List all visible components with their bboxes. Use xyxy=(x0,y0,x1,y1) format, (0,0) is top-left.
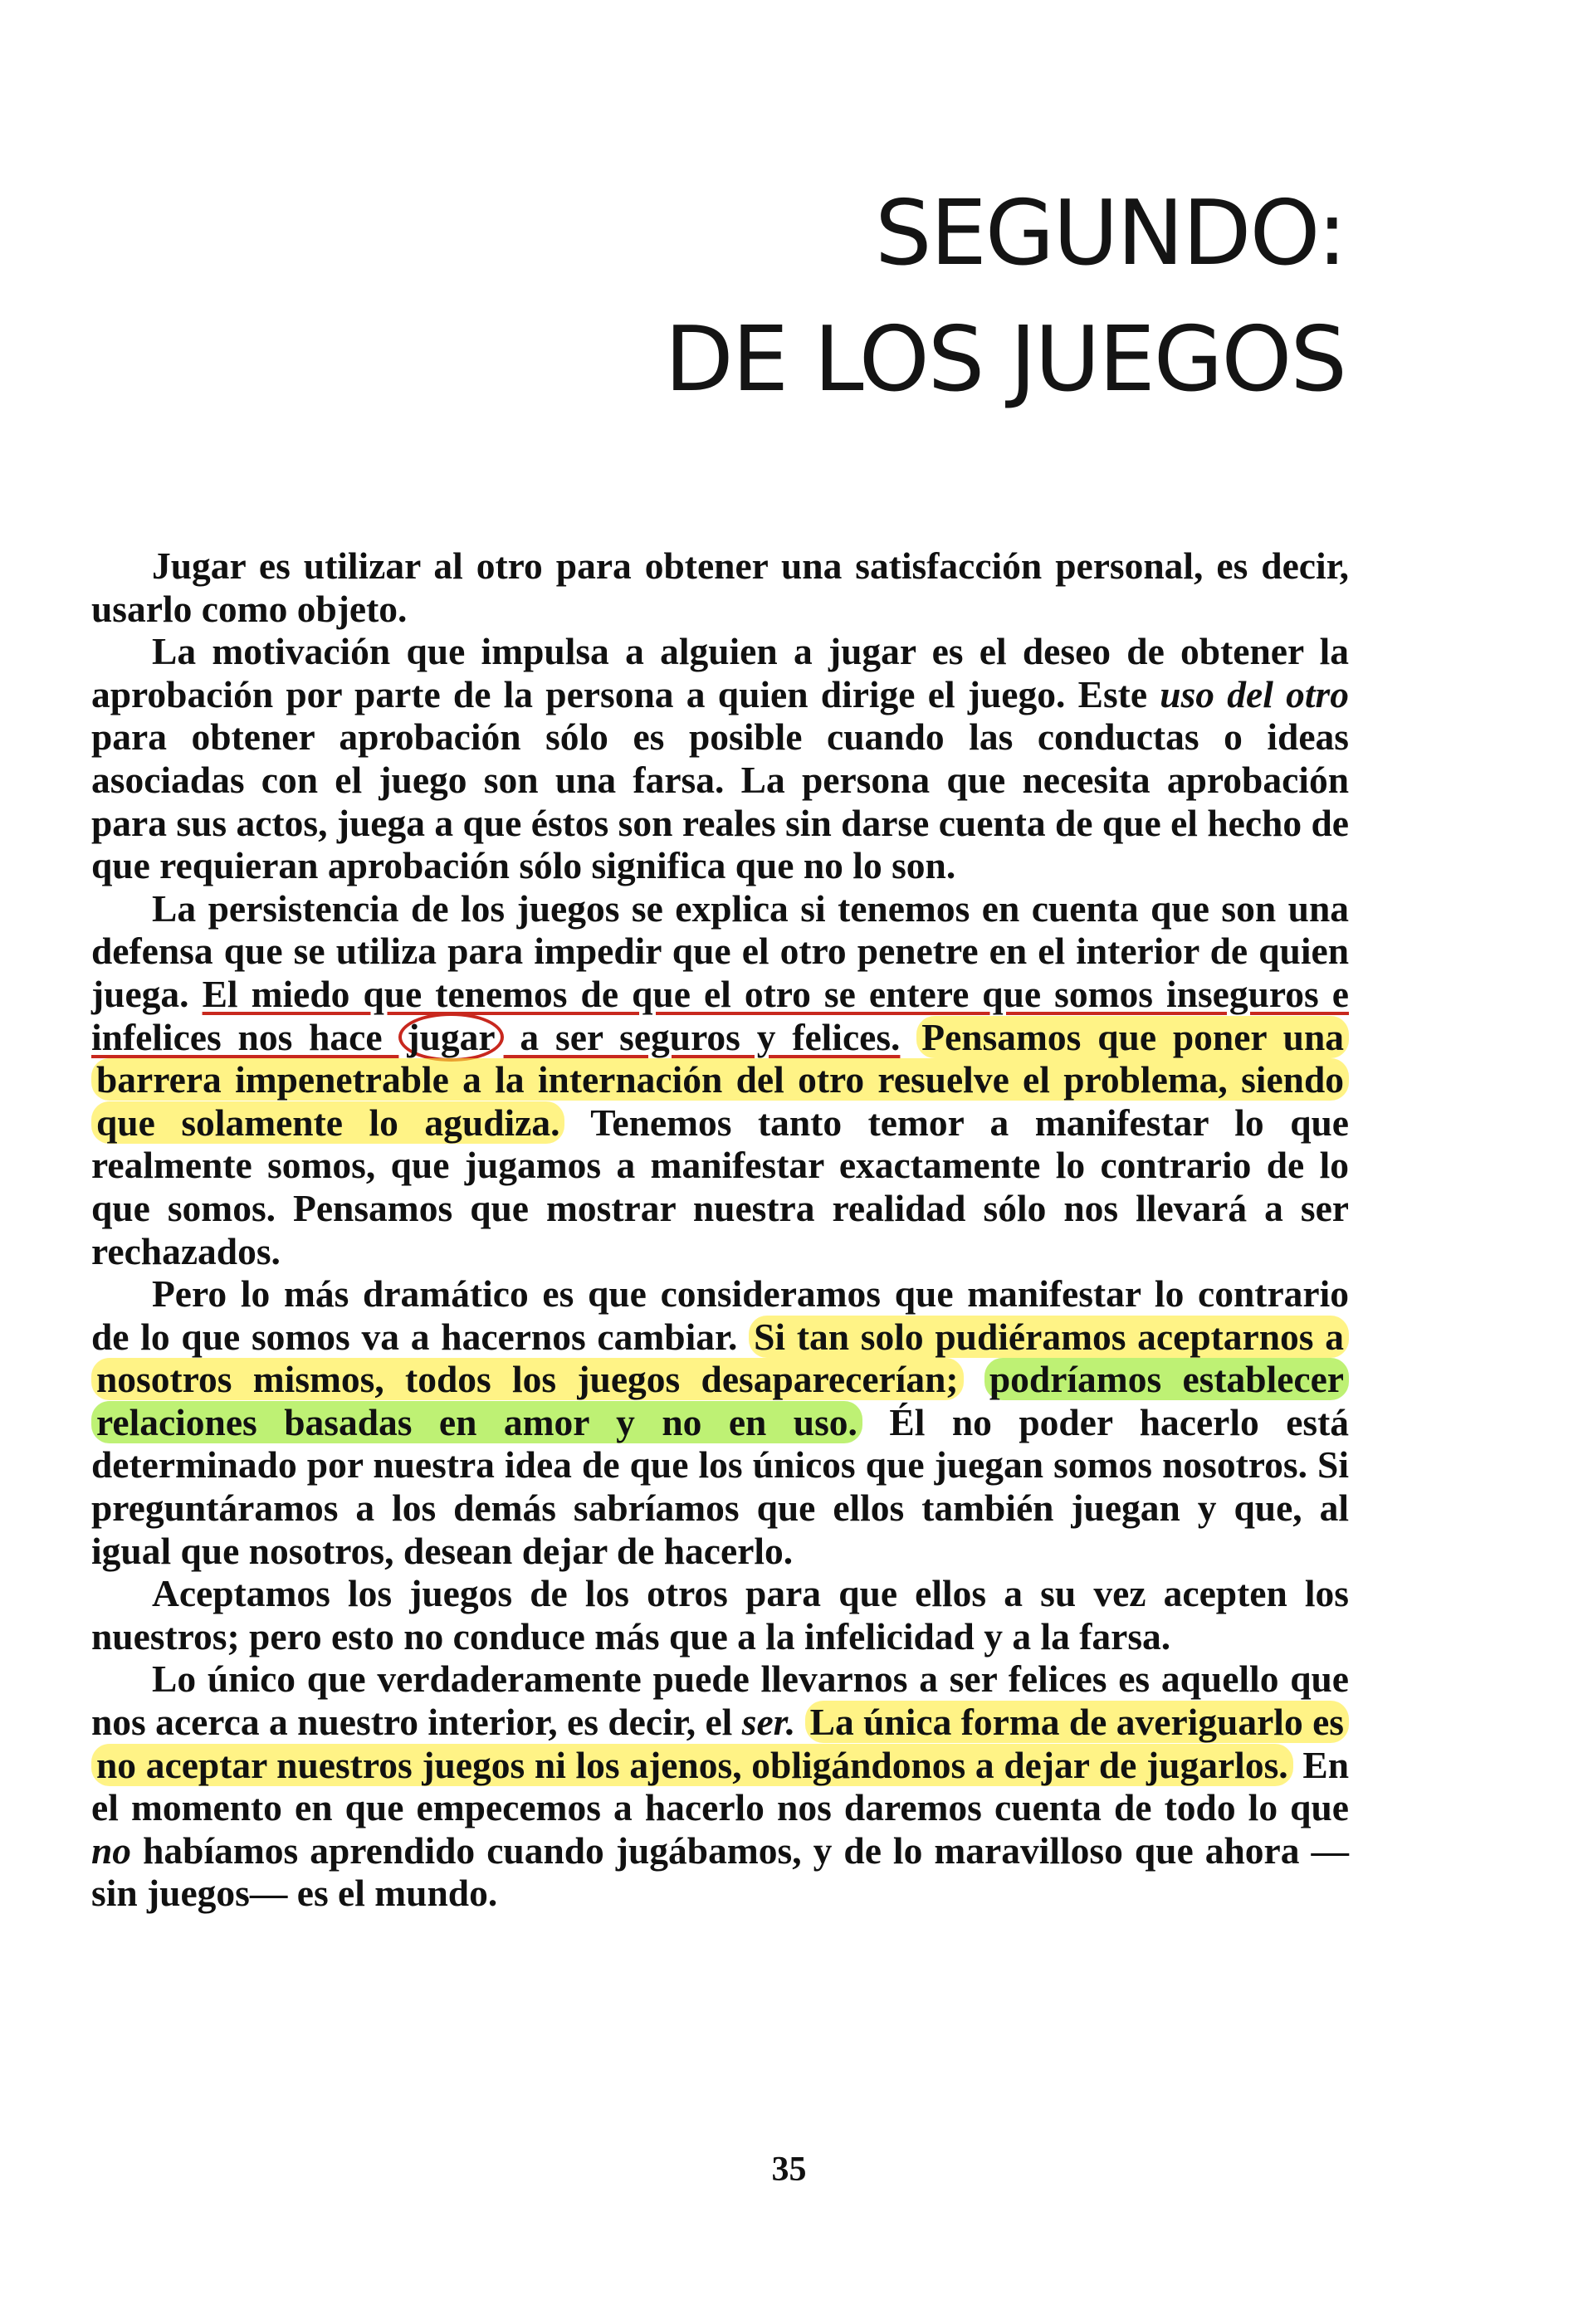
red-underlined-passage: a ser seguros y felices. xyxy=(503,1015,901,1058)
yellow-highlight: Si tan solo pudiéramos aceptarnos a nosotros mismos, todos los juegos desaparecerían; xyxy=(91,1316,1349,1401)
chapter-body xyxy=(91,544,1349,1915)
paragraph-text: Él no poder hacerlo está determinado por nuestra idea de que los únicos que juegan somos nosotros. Si preguntáramos a los demás sabríamos que ellos también juegan y que, al igual que nosotros, desean dejar de hacerlo. xyxy=(91,1400,1349,1572)
italic-phrase: no xyxy=(91,1828,132,1872)
paragraph-text: para obtener aprobación sólo es posible cuando las conductas o ideas asociadas con el juego son una farsa. La persona que necesita aprobación para sus actos, juega a que éstos son reales sin darse cuenta de que el hecho de que requieran aprobación sólo significa que no lo son. xyxy=(91,715,1349,887)
chapter-title-line2: DE LOS JUEGOS xyxy=(664,308,1346,412)
paragraph-text: La persistencia de los juegos se explica si tenemos en cuenta que son una defensa que se utiliza para impedir que el otro penetre en el interior de quien juega. xyxy=(91,886,1349,1015)
green-highlight: podríamos establecer relaciones basadas en amor y no en uso. xyxy=(91,1358,1349,1443)
paragraph-text: Pero lo más dramático es que consideramos que manifestar lo contrario de lo que somos va a hacernos cambiar. xyxy=(91,1272,1349,1358)
paragraph-text: Aceptamos los juegos de los otros para que ellos a su vez acepten los nuestros; pero esto no conduce más que a la infelicidad y a la farsa. xyxy=(91,1572,1349,1658)
paragraph-text: En el momento en que empecemos a hacerlo nos daremos cuenta de todo lo que xyxy=(91,1743,1350,1829)
italic-phrase: uso del otro xyxy=(1160,672,1349,715)
paragraph-text: La motivación que impulsa a alguien a jugar es el deseo de obtener la aprobación por parte de la persona a quien dirige el juego. Este xyxy=(91,630,1349,715)
page-number: 35 xyxy=(771,2151,807,2189)
paragraph-text: Tenemos tanto temor a manifestar lo que realmente somos, que jugamos a manifestar exactamente lo contrario de lo que somos. Pensamos que mostrar nuestra realidad sólo nos llevará a ser rechazados. xyxy=(91,1101,1349,1272)
paragraph-3 xyxy=(91,887,1349,1272)
paragraph-text: Jugar es utilizar al otro para obtener una satisfacción personal, es decir, usarlo como objeto. xyxy=(91,544,1349,630)
yellow-highlight: La única forma de averiguarlo es no aceptar nuestros juegos ni los ajenos, obligándonos a dejar de jugarlos. xyxy=(91,1701,1349,1786)
red-circled-word: jugar xyxy=(398,1013,503,1062)
italic-phrase: ser. xyxy=(741,1701,796,1744)
paragraph-6 xyxy=(91,1658,1349,1915)
red-underlined-passage: El miedo que tenemos de que el otro se entere que somos inseguros e infelices nos hace xyxy=(91,972,1349,1058)
chapter-title-line1: SEGUNDO: xyxy=(875,182,1346,286)
paragraph-2 xyxy=(91,630,1349,887)
paragraph-text: habíamos aprendido cuando jugábamos, y de lo maravilloso que ahora —sin juegos— es el mundo. xyxy=(91,1828,1349,1915)
paragraph-4 xyxy=(91,1272,1349,1572)
paragraph-text: Lo único que verdaderamente puede llevarnos a ser felices es aquello que nos acerca a nuestro interior, es decir, el xyxy=(91,1658,1349,1744)
paragraph-5 xyxy=(91,1572,1349,1658)
yellow-highlight: Pensamos que poner una barrera impenetrable a la internación del otro resuelve el problema, siendo que solamente lo agudiza. xyxy=(91,1016,1349,1144)
paragraph-1 xyxy=(91,544,1349,630)
